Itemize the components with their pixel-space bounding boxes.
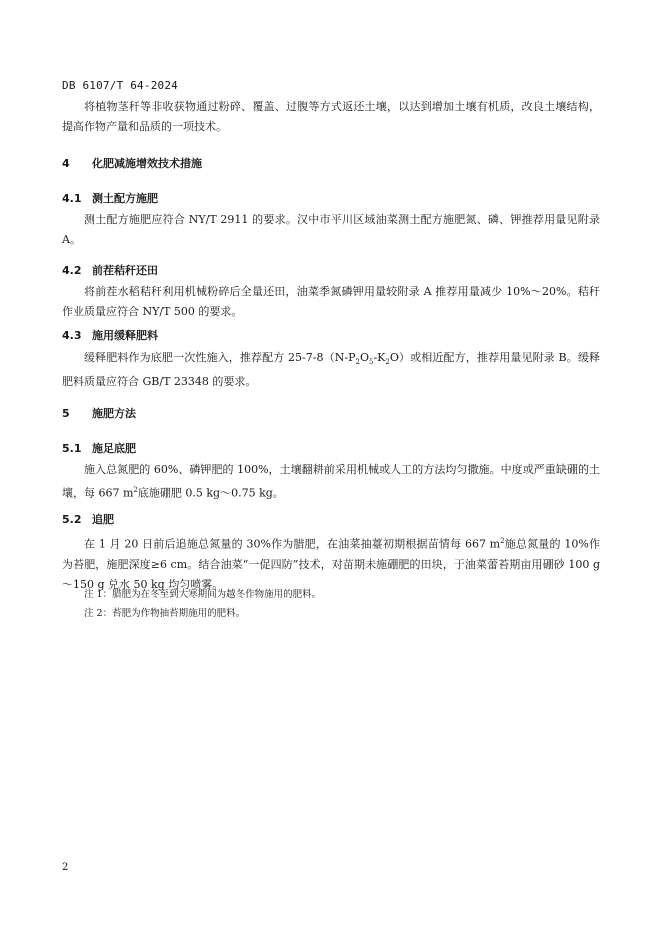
section-number: 5 [62,407,70,420]
document-code-header: DB 6107/T 64-2024 [62,79,178,92]
note-1: 注 1：腊肥为在冬至到大寒期间为越冬作物施用的肥料。 [84,589,322,600]
text-run: 缓释肥料作为底肥一次性施入，推荐配方 25-7-8（N-P [84,351,356,364]
text-run: 在 1 月 20 日前后追施总氮量的 30%作为腊肥，在油菜抽薹初期根据苗情每 667 m [84,537,501,551]
section-4-heading [62,155,202,171]
section-4-2-paragraph: 将前茬水稻秸秆利用机械粉碎后全量还田，油菜季氮磷钾用量较附录 A 推荐用量减少 10%～20%。秸秆作业质量应符合 NY/T 500 的要求。 [62,285,600,318]
section-number: 4.2 [62,264,82,277]
note-2: 注 2：苔肥为作物抽苔期施用的肥料。 [84,608,246,619]
section-number: 5.2 [62,513,82,526]
section-number: 4.1 [62,192,82,205]
text-run: 施总氮量的 10%作为苔肥，施肥深度≥6 cm。结合油菜“一促四防”技术，对苗期未施硼肥的田块，于油菜蕾苔期亩用硼砂 100 g～150 g 兑水 50 kg 均匀喷雾。 [62,537,600,591]
intro-paragraph: 将植物茎秆等非收获物通过粉碎、覆盖、过腹等方式返还土壤，以达到增加土壤有机质，改良土壤结构，提高作物产量和品质的一项技术。 [62,100,600,133]
section-5-1-heading [62,440,136,456]
subscript: 2 [385,358,390,367]
section-title: 测土配方施肥 [92,192,158,205]
section-title: 施用缓释肥料 [92,329,158,342]
section-4-2-heading [62,262,158,278]
subscript: 2 [355,358,360,367]
section-5-1-paragraph [62,460,600,504]
section-number: 4 [62,157,70,170]
text-run: 底施硼肥 0.5 kg～0.75 kg。 [137,486,284,500]
section-5-2-heading [62,511,114,527]
superscript: 2 [133,486,138,494]
section-title: 追肥 [92,513,114,526]
text-run: 施入总氮肥的 60%、磷钾肥的 100%，土壤翻耕前采用机械或人工的方法均匀撒施。中度或严重缺硼的土壤，每 667 m [62,463,600,500]
section-4-1-paragraph: 测土配方施肥应符合 NY/T 2911 的要求。汉中市平川区域油菜测土配方施肥氮、磷、钾推荐用量见附录 A。 [62,213,600,246]
section-number: 5.1 [62,442,82,455]
text-run: O [359,351,369,364]
section-4-3-heading [62,327,158,343]
section-title: 化肥减施增效技术措施 [92,157,202,170]
text-run: -K [373,351,386,364]
section-title: 施足底肥 [92,442,136,455]
subscript: 5 [368,358,374,367]
section-title: 施肥方法 [92,407,136,420]
section-5-2-paragraph [62,531,600,595]
page-number: 2 [62,862,69,873]
text-run: O）或相近配方，推荐用量见附录 B。缓释肥料质量应符合 GB/T 23348 的要求。 [62,351,600,389]
section-4-3-paragraph [62,348,600,392]
section-number: 4.3 [62,329,82,342]
section-5-heading [62,405,136,421]
superscript: 2 [500,537,505,545]
section-4-1-heading [62,190,158,206]
section-title: 前茬秸秆还田 [92,264,158,277]
